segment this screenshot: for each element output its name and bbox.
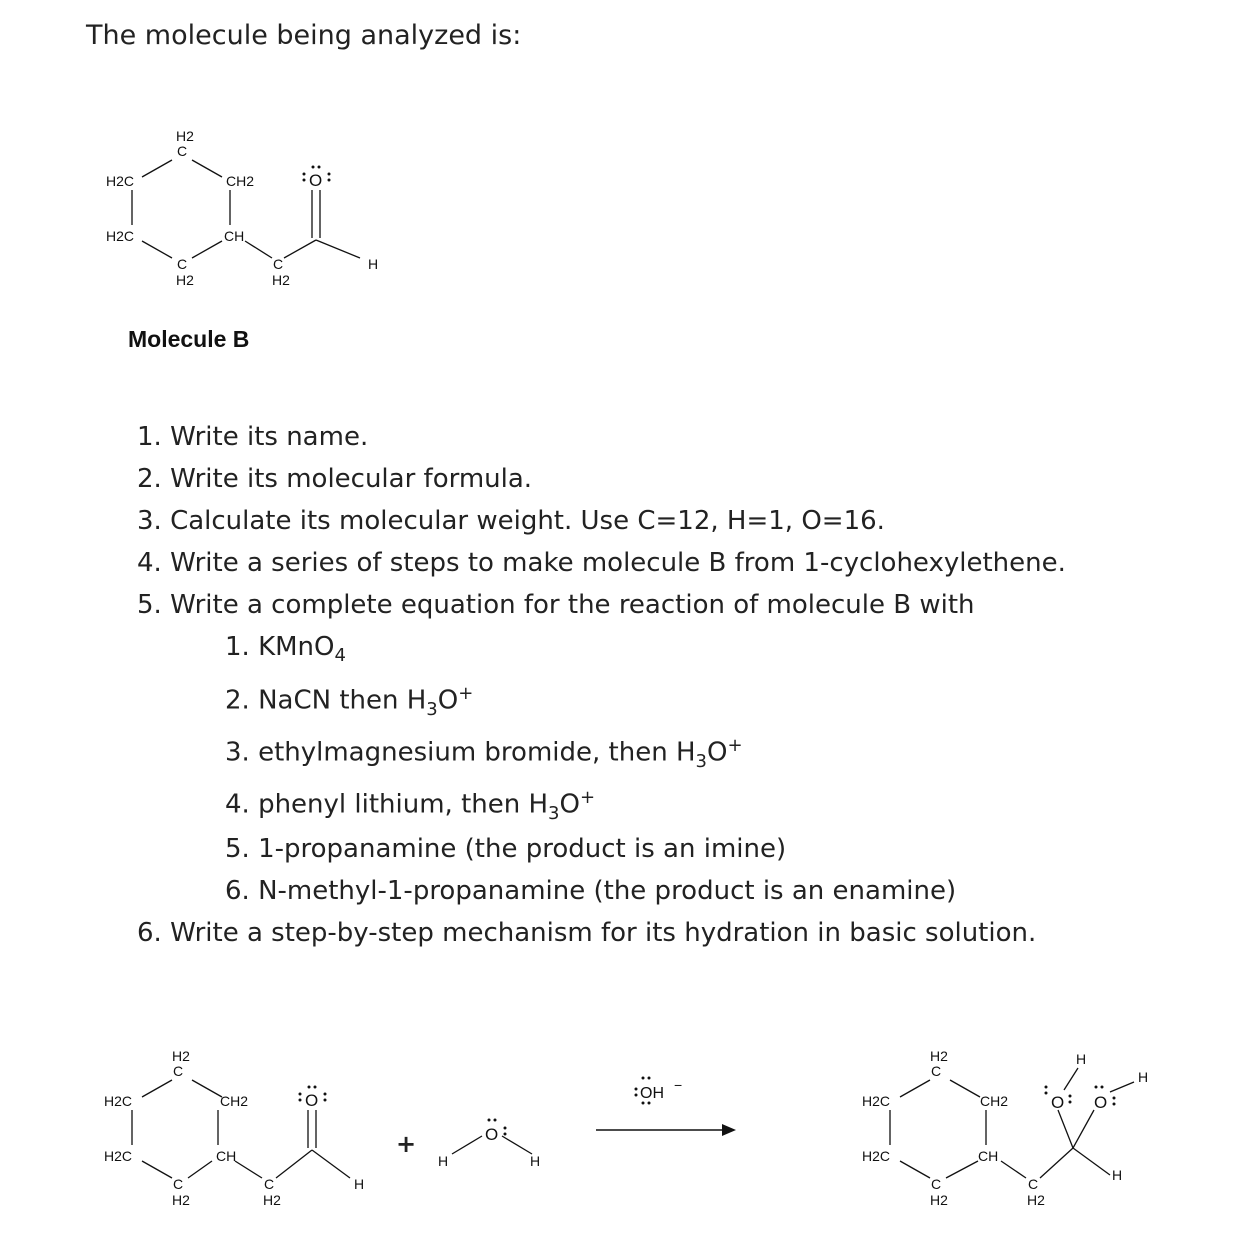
- ring-ch2-bottom-h2: H2: [176, 272, 194, 288]
- reaction-arrow: [596, 1120, 746, 1140]
- ring-ch2-top-c: C: [177, 143, 188, 159]
- reagent-2-subscript: 3: [426, 698, 438, 720]
- reactant-h2c-upper-left: H2C: [104, 1093, 133, 1109]
- product-hydroxyl-1-oxygen: O: [1051, 1093, 1065, 1112]
- reagent-4-subscript: 3: [548, 802, 560, 824]
- side-ch2-c: C: [273, 256, 284, 272]
- reagent-4-text: 4. phenyl lithium, then H: [225, 789, 549, 820]
- water-oxygen: O: [485, 1125, 499, 1144]
- product-hydroxyl-2-hydrogen: H: [1138, 1069, 1149, 1085]
- reagent-5: 5. 1-propanamine (the product is an imine): [225, 834, 787, 864]
- reagent-4-superscript: +: [579, 787, 596, 808]
- molecule-b-label: Molecule B: [128, 326, 250, 352]
- reagent-4: [225, 787, 595, 824]
- reactant-ch2-top-h2: H2: [172, 1048, 190, 1064]
- reagent-3-superscript: +: [727, 735, 743, 756]
- hydroxide-label: OH: [640, 1085, 664, 1102]
- product-side-c: C: [1028, 1176, 1039, 1192]
- ring-h2c-lower-left: H2C: [106, 228, 135, 244]
- product-ch2-top-c: C: [931, 1063, 942, 1079]
- reactant-ch2-top-c: C: [173, 1063, 184, 1079]
- reagent-1: [225, 632, 346, 666]
- reactant-aldehyde-hydrogen: H: [354, 1176, 365, 1192]
- question-1: 1. Write its name.: [137, 422, 369, 452]
- reactant-side-h2: H2: [263, 1192, 281, 1208]
- question-5: 5. Write a complete equation for the reaction of molecule B with: [137, 590, 975, 620]
- water-structure: [430, 1100, 560, 1180]
- product-h2c-upper-left: H2C: [862, 1093, 891, 1109]
- question-3: 3. Calculate its molecular weight. Use C=12, H=1, O=16.: [137, 506, 885, 536]
- carbonyl-oxygen: O: [309, 171, 323, 190]
- ring-ch2-upper-right: CH2: [226, 173, 255, 189]
- product-ch2-top-h2: H2: [930, 1048, 948, 1064]
- side-ch2-h2: H2: [272, 272, 290, 288]
- question-6: 6. Write a step-by-step mechanism for its hydration in basic solution.: [137, 918, 1037, 948]
- product-ch2-bottom-c: C: [931, 1176, 942, 1192]
- reactant-oxygen: O: [305, 1091, 319, 1110]
- reactant-h2c-lower-left: H2C: [104, 1148, 133, 1164]
- reactant-ch2-upper-right: CH2: [220, 1093, 249, 1109]
- plus-sign: +: [396, 1130, 417, 1158]
- reagent-3-oxygen: O: [706, 737, 728, 768]
- reagent-2-oxygen: O: [437, 685, 459, 716]
- ring-ch2-top-h2: H2: [176, 128, 194, 144]
- reagent-3-text: 3. ethylmagnesium bromide, then H: [225, 737, 696, 768]
- product-carbon-hydrogen: H: [1112, 1167, 1123, 1183]
- ring-ch2-bottom-c: C: [177, 256, 188, 272]
- water-left-hydrogen: H: [438, 1153, 449, 1169]
- reactant-side-c: C: [264, 1176, 275, 1192]
- reagent-3-subscript: 3: [695, 750, 707, 772]
- product-h2c-lower-left: H2C: [862, 1148, 891, 1164]
- reagent-2-text: 2. NaCN then H: [225, 685, 427, 716]
- hydroxide-charge: −: [674, 1077, 683, 1093]
- molecule-b-structure: [100, 110, 400, 300]
- product-ch2-upper-right: CH2: [980, 1093, 1009, 1109]
- product-hydroxyl-1-hydrogen: H: [1076, 1051, 1087, 1067]
- intro-text: The molecule being analyzed is:: [86, 20, 522, 51]
- reactant-ch2-bottom-h2: H2: [172, 1192, 190, 1208]
- product-side-h2: H2: [1027, 1192, 1045, 1208]
- reagent-2-superscript: +: [458, 683, 474, 704]
- reagent-6: 6. N-methyl-1-propanamine (the product is an enamine): [225, 876, 957, 906]
- question-4: 4. Write a series of steps to make molecule B from 1-cyclohexylethene.: [137, 548, 1066, 578]
- reactant-ch2-bottom-c: C: [173, 1176, 184, 1192]
- reagent-1-text: 1. KMnO: [225, 632, 335, 662]
- product-ch2-bottom-h2: H2: [930, 1192, 948, 1208]
- reagent-4-oxygen: O: [559, 789, 580, 820]
- product-ch-lower-right: CH: [978, 1148, 999, 1164]
- water-right-hydrogen: H: [530, 1153, 541, 1169]
- reagent-2: [225, 683, 473, 720]
- reactant-ch-lower-right: CH: [216, 1148, 237, 1164]
- equation-reactant-structure: [100, 1030, 400, 1220]
- equation-product-structure: [858, 1030, 1188, 1220]
- aldehyde-hydrogen: H: [368, 256, 379, 272]
- product-hydroxyl-2-oxygen: O: [1094, 1093, 1108, 1112]
- reagent-3: [225, 735, 743, 772]
- ring-ch-lower-right: CH: [224, 228, 245, 244]
- hydroxide-catalyst: [630, 1070, 710, 1110]
- question-2: 2. Write its molecular formula.: [137, 464, 533, 494]
- reagent-1-subscript: 4: [334, 645, 346, 667]
- ring-h2c-upper-left: H2C: [106, 173, 135, 189]
